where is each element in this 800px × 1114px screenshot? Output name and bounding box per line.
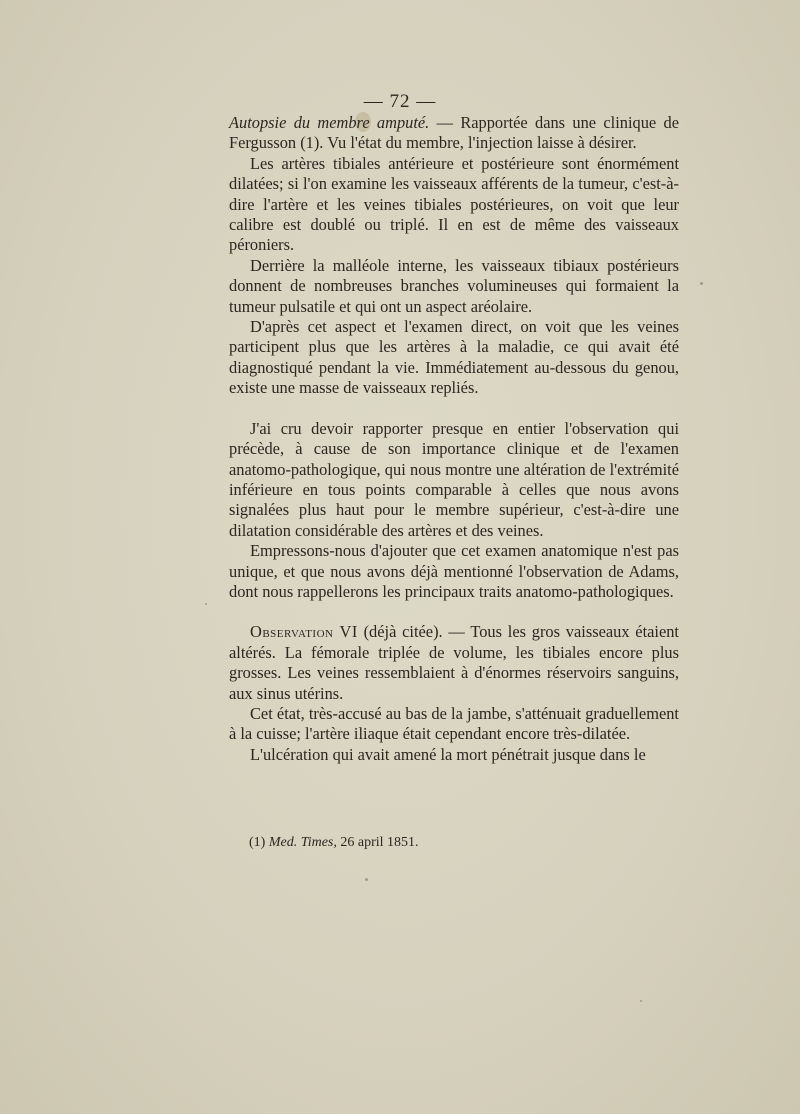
observation-heading: Observation VI — [250, 622, 358, 642]
paragraph: Derrière la malléole interne, les vaisseaux tibiaux postérieurs donnent de nombreuses branches volumineuses qui formaient la tumeur pulsatile et qui ont un aspect aréolaire. — [229, 255, 679, 316]
section-lead: Autopsie du membre amputé. — [229, 113, 430, 132]
footnote — [249, 834, 419, 852]
page-number: — 72 — — [363, 91, 437, 112]
paragraph — [229, 622, 679, 704]
paragraph: Empressons-nous d'ajouter que cet examen anatomique n'est pas unique, et que nous avons déjà mentionné l'observation de Adams, dont nous rappellerons les principaux traits anatomo-pathologiques. — [229, 541, 679, 601]
paragraph: Les artères tibiales antérieure et postérieure sont énormément dilatées; si l'on examine les vaisseaux afférents de la tumeur, c'est-à-dire l'artère et les veines tibiales postérieures, on voit que leur calibre est doublé ou triplé. Il en est de même des vaisseaux péroniers. — [229, 153, 679, 255]
paragraph: D'après cet aspect et l'examen direct, on voit que les veines participent plus que les artères à la maladie, ce qui avait été diagnostiqué pendant la vie. Immédiatement au-dessous du genou, existe une masse de vaisseaux repliés. — [229, 317, 679, 398]
paragraph: L'ulcération qui avait amené la mort pénétrait jusque dans le — [250, 744, 646, 764]
paper-speck — [700, 282, 703, 285]
paper-speck — [640, 1000, 642, 1002]
paper-speck — [205, 603, 207, 605]
paragraph-text: — Rapportée dans une clinique de Fergusson (1). Vu l'état du membre, l'injection laisse à désirer. — [229, 113, 679, 153]
footnote-source: Med. Times, — [268, 835, 337, 850]
footnote-marker: (1) — [249, 835, 266, 850]
paragraph: J'ai cru devoir rapporter presque en entier l'observation qui précède, à cause de son importance clinique et de l'examen anatomo-pathologique, qui nous montre une altération de l'extrémité inférieure en tous points comparable à celles que nous avons signalées plus haut pour le membre supérieur, c'est-à-dire une dilatation considérable des artères et des veines. — [229, 418, 679, 540]
footnote-date: 26 april 1851. — [340, 835, 419, 850]
body-text — [229, 113, 679, 765]
paragraph: Cet état, très-accusé au bas de la jambe, s'atténuait graduellement à la cuisse; l'artère iliaque était cependant encore très-dilatée. — [229, 703, 679, 744]
paragraph-text: (déjà citée). — Tous les gros vaisseaux étaient altérés. La fémorale triplée de volume, les tibiales encore plus grosses. Les veines ressemblaient à d'énormes réservoirs sanguins, aux sinus utérins. — [229, 622, 679, 703]
paper-speck — [365, 878, 368, 881]
paragraph — [229, 113, 679, 154]
